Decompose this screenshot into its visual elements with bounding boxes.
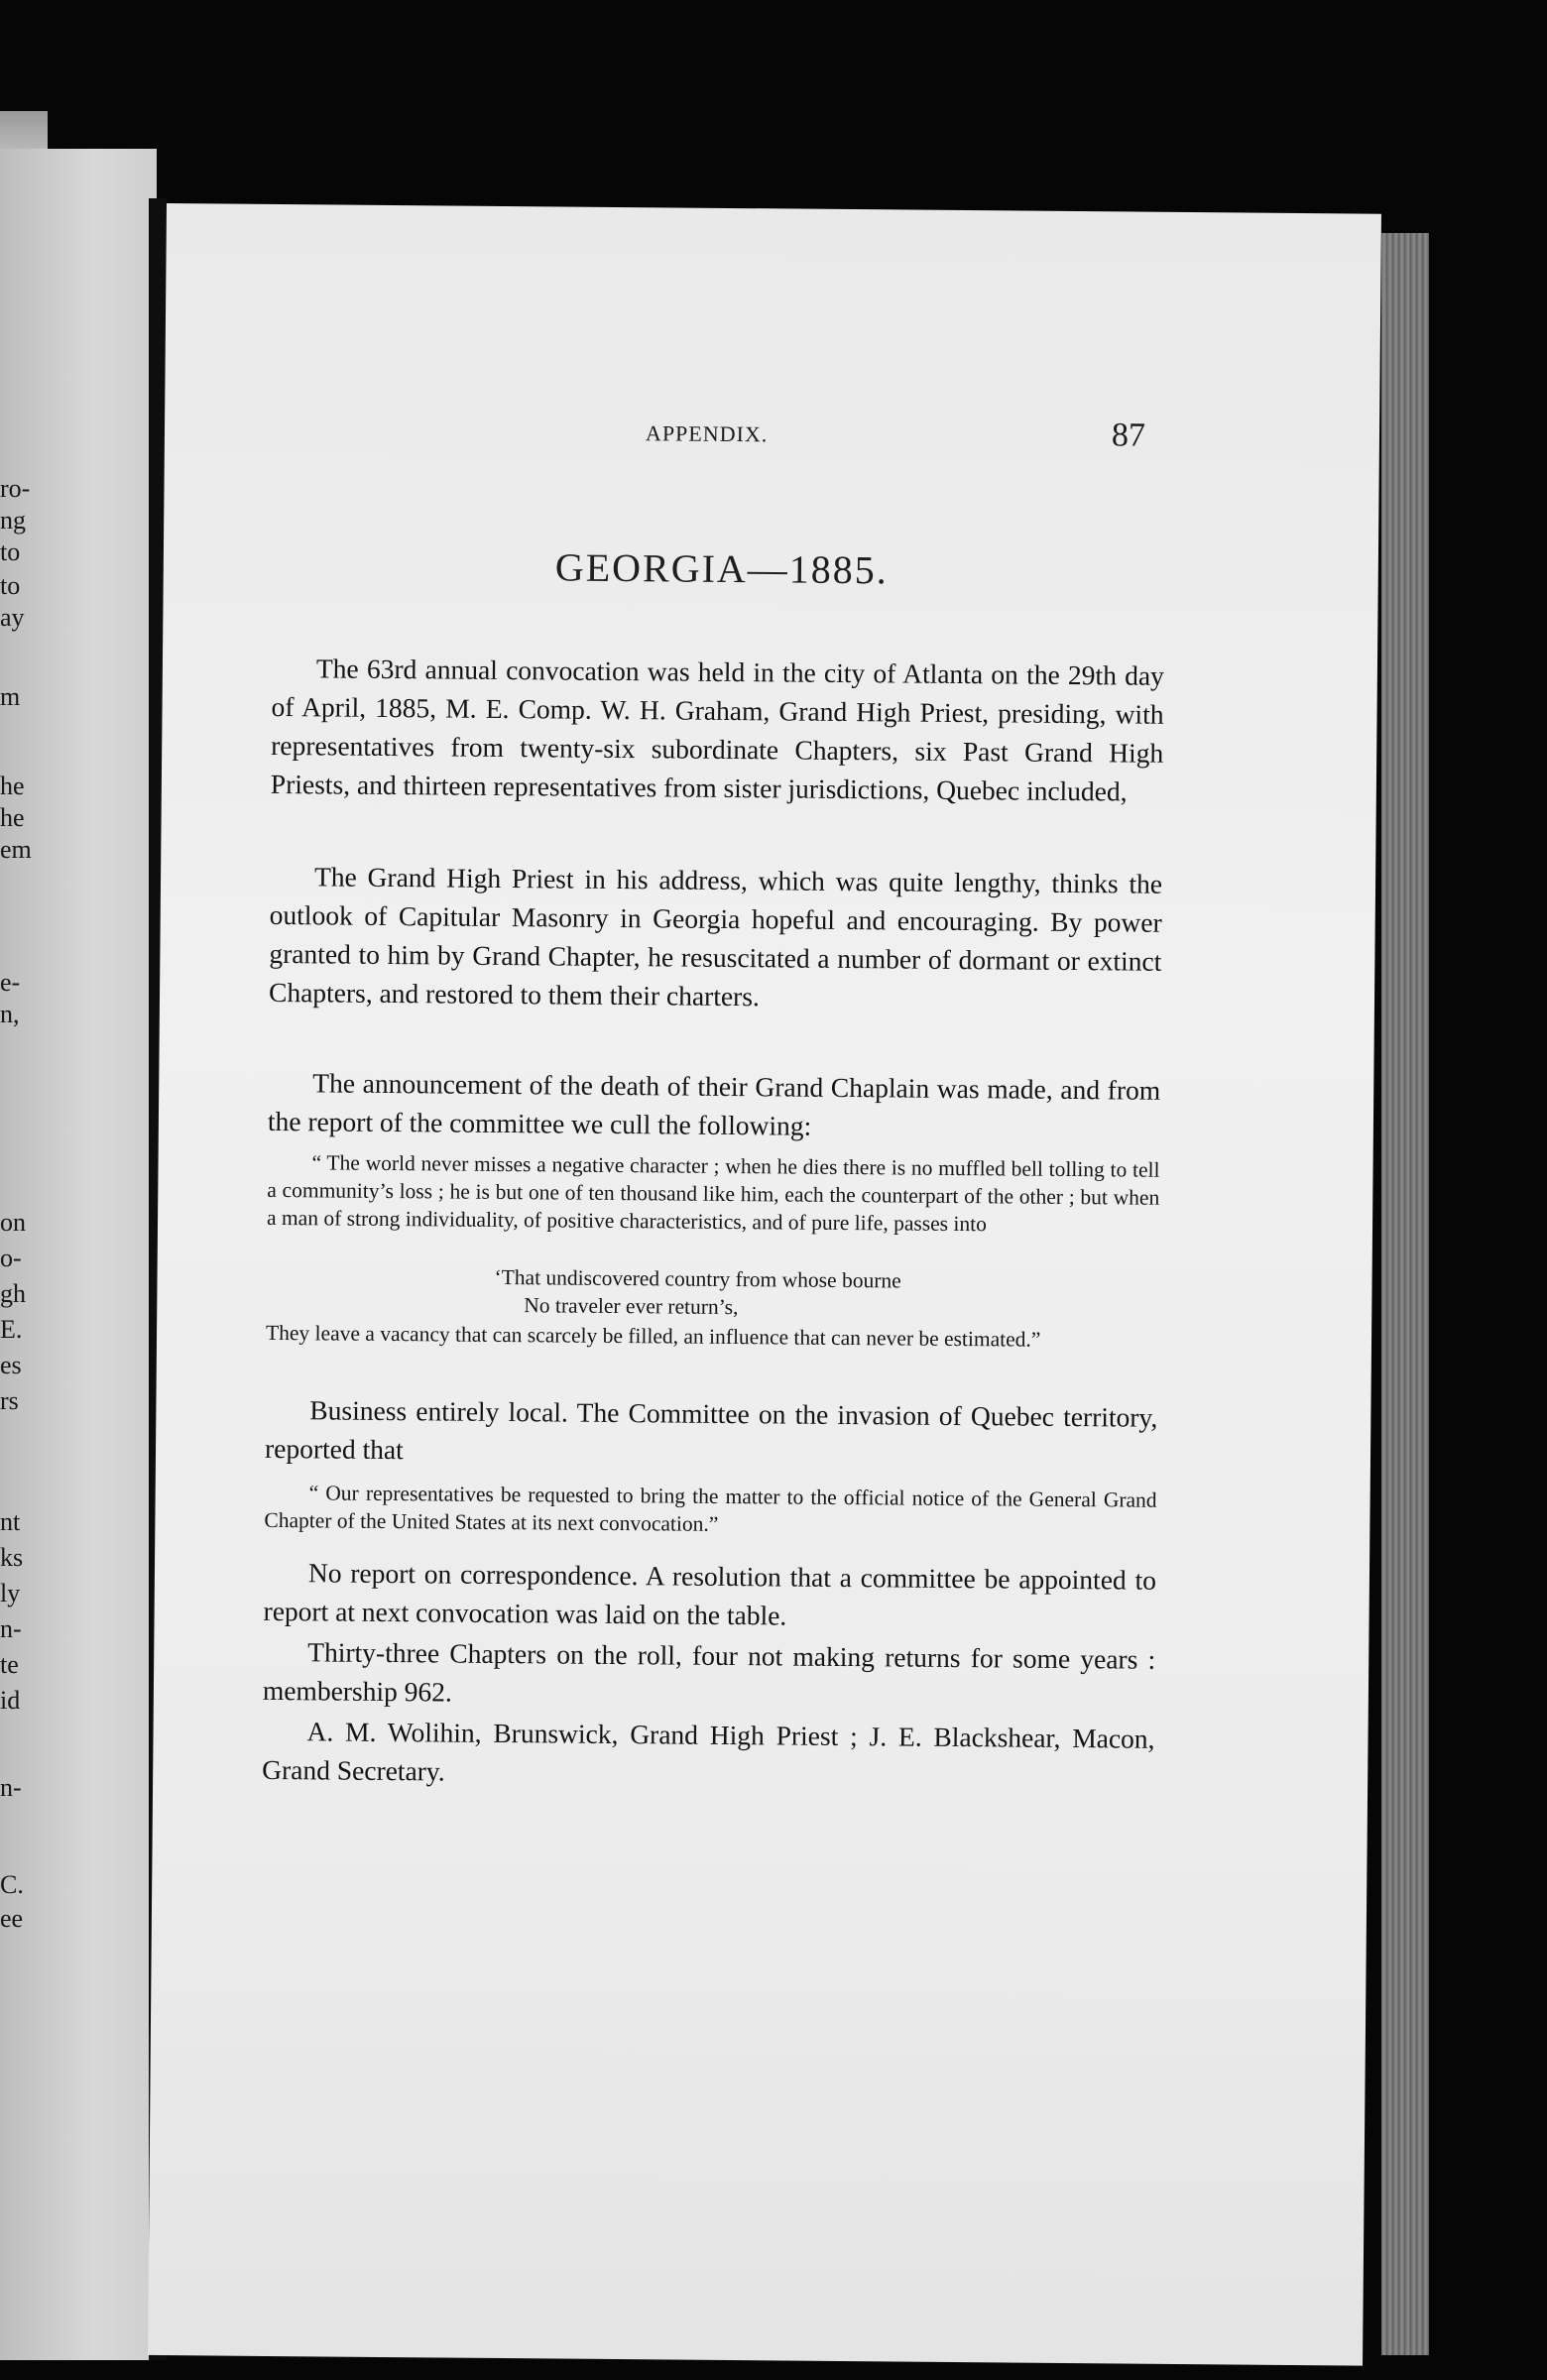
left-page-fragment: to (0, 537, 21, 566)
left-page-fragment: n- (0, 1614, 22, 1643)
page-number: 87 (1111, 416, 1146, 454)
quotation-eulogy: “ The world never misses a negative character ; when he dies there is no muffled bell tolling to tell a community’s loss ; he is but one of ten thousand like him, each the counterpart of the other ; but when a man of strong individuality, of positive characteristics, and of pure life, passes into (266, 1150, 1160, 1237)
verse-line: ‘That undiscovered country from whose bourne (494, 1264, 901, 1293)
left-page-fragment: o- (0, 1244, 22, 1272)
paragraph-business: Business entirely local. The Committee on the invasion of Quebec territory, reported that (264, 1394, 1158, 1466)
left-page-fragment: ro- (0, 474, 31, 503)
running-head: APPENDIX. (645, 420, 769, 447)
left-page-fragment: es (0, 1351, 22, 1379)
left-page-fragment: ng (0, 506, 26, 535)
left-page-fragment: nt (0, 1507, 21, 1536)
left-page-fragment: gh (0, 1279, 26, 1308)
paragraph-convocation: The 63rd annual convocation was held in the city of Atlanta on the 29th day of April, 1885, M. E. Comp. W. H. Graham, Grand High Priest, presiding, with representatives from twenty-six subordinate Chapters, six Past Grand High Priests, and thirteen representatives from sister jurisdictions, Quebec included, (270, 653, 1165, 807)
left-page-fragment: ks (0, 1543, 24, 1572)
left-page-fragment: to (0, 571, 21, 600)
paragraph-officers: A. M. Wolihin, Brunswick, Grand High Priest ; J. E. Blackshear, Macon, Grand Secretary. (262, 1716, 1155, 1787)
left-page-fragment: ee (0, 1904, 24, 1933)
left-page-fragment: n- (0, 1773, 22, 1802)
left-page-fragment: n, (0, 1000, 20, 1028)
verse-line: No traveler ever return’s, (524, 1293, 739, 1320)
quotation-resolution: “ Our representatives be requested to bring the matter to the official notice of the General Grand Chapter of the United States at its next convocation.” (264, 1481, 1157, 1536)
book-page (148, 203, 1381, 2366)
left-page-fragment: m (0, 682, 21, 711)
paragraph-correspondence: No report on correspondence. A resolution that a committee be appointed to report at next convocation was laid on the table. (263, 1557, 1157, 1631)
left-page-fragment: rs (0, 1386, 19, 1415)
left-page-fragment: E. (0, 1315, 23, 1344)
paragraph-membership: Thirty-three Chapters on the roll, four not making returns for some years : membership 962. (262, 1636, 1156, 1708)
left-page-fragment: C. (0, 1870, 24, 1899)
left-page-fragment: he (0, 772, 25, 800)
section-title: GEORGIA—1885. (554, 544, 889, 593)
left-page-fragment: id (0, 1686, 21, 1715)
left-page-fragment: e- (0, 968, 21, 997)
page-edges (1381, 233, 1429, 2355)
left-page-fragment: ay (0, 603, 25, 632)
paragraph-address: The Grand High Priest in his address, which was quite lengthy, thinks the outlook of Capitular Masonry in Georgia hopeful and encouraging. By power granted to him by Grand Chapter, he resuscitated a number of dormant or extinct Chapters, and restored to them their charters. (268, 861, 1163, 1012)
left-page-fragment: he (0, 803, 25, 832)
left-facing-page (0, 149, 157, 2360)
paragraph-death-announcement: The announcement of the death of their Grand Chaplain was made, and from the report of the committee we cull the following: (267, 1067, 1161, 1141)
left-page-fragment: ly (0, 1579, 21, 1607)
left-page-fragment: em (0, 835, 32, 864)
quotation-eulogy-end: They leave a vacancy that can scarcely be filled, an influence that can never be estimated.” (265, 1320, 1041, 1352)
left-page-fragment: on (0, 1208, 26, 1237)
left-page-fragment: te (0, 1650, 19, 1679)
